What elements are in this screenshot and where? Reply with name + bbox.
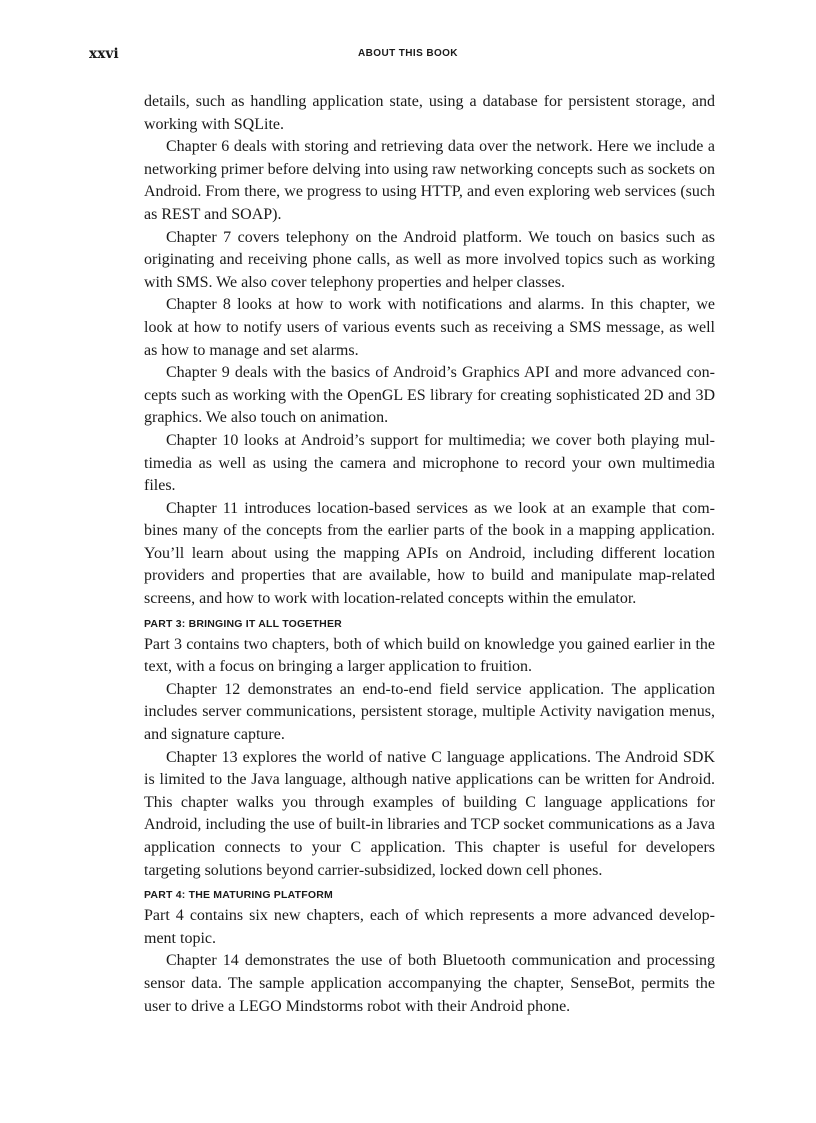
running-head-title: ABOUT THIS BOOK: [358, 48, 458, 59]
body-text: [144, 91, 715, 1018]
paragraph-part-3-intro: Part 3 contains two chapters, both of which build on knowledge you gained earlier in the text, with a focus on bringing a larger application to fruition.: [144, 635, 715, 676]
paragraph-continued: details, such as handling application state, using a database for persistent storage, and working with SQLite.: [144, 93, 715, 133]
paragraph-chapter-12: Chapter 12 demonstrates an end-to-end field service application. The application includes server communications, persistent storage, multiple Activity navigation menus, and signature capture.: [144, 680, 715, 744]
paragraph-chapter-8: Chapter 8 looks at how to work with notifications and alarms. In this chapter, we look at how to notify users of various events such as receiving a SMS message, as well as how to manage and set alarms.: [144, 296, 715, 359]
paragraph-chapter-14: Chapter 14 demonstrates the use of both Bluetooth communication and processing sensor data. The sample application accompanying the chapter, SenseBot, permits the user to drive a LEGO Mindstorms robot with their Android phone.: [144, 952, 715, 1015]
paragraph-chapter-6: Chapter 6 deals with storing and retrieving data over the network. Here we include a networking primer before delving into using raw networking concepts such as sockets on Android. From there, we progress to using HTTP, and even exploring web services (such as REST and SOAP).: [144, 138, 715, 223]
page-number: xxvi: [89, 46, 119, 62]
paragraph-part-4-intro: Part 4 contains six new chapters, each of which represents a more advanced development topic.: [144, 907, 715, 947]
paragraph-chapter-10: Chapter 10 looks at Android’s support for multimedia; we cover both playing multimedia as well as using the camera and microphone to record your own multimedia files.: [144, 431, 715, 495]
paragraph-chapter-9: Chapter 9 deals with the basics of Android’s Graphics API and more advanced concepts such as working with the OpenGL ES library for creating sophisticated 2D and 3D graphics. We also touch on animation.: [144, 364, 715, 427]
section-heading-part-3: PART 3: BRINGING IT ALL TOGETHER: [144, 617, 342, 630]
section-heading-part-4: PART 4: THE MATURING PLATFORM: [144, 889, 333, 902]
paragraph-chapter-11: Chapter 11 introduces location-based services as we look at an example that combines many of the concepts from the earlier parts of the book in a mapping application. You’ll learn about using the mapping APIs on Android, including different location providers and properties that are available, how to build and manipulate map-related screens, and how to work with location-related concepts within the emulator.: [144, 499, 715, 608]
paragraph-chapter-7: Chapter 7 covers telephony on the Android platform. We touch on basics such as originating and receiving phone calls, as well as more involved topics such as working with SMS. We also cover telephony properties and helper classes.: [144, 228, 715, 291]
paragraph-chapter-13: Chapter 13 explores the world of native C language applications. The Android SDK is limited to the Java language, although native applications can be written for Android. This chapter walks you through examples of building C language applications for Android, including the use of built-in libraries and TCP socket communications as a Java application connects to your C application. This chapter is useful for developers targeting solutions beyond carrier-subsidized, locked down cell phones.: [144, 748, 715, 879]
running-head: [0, 46, 816, 62]
